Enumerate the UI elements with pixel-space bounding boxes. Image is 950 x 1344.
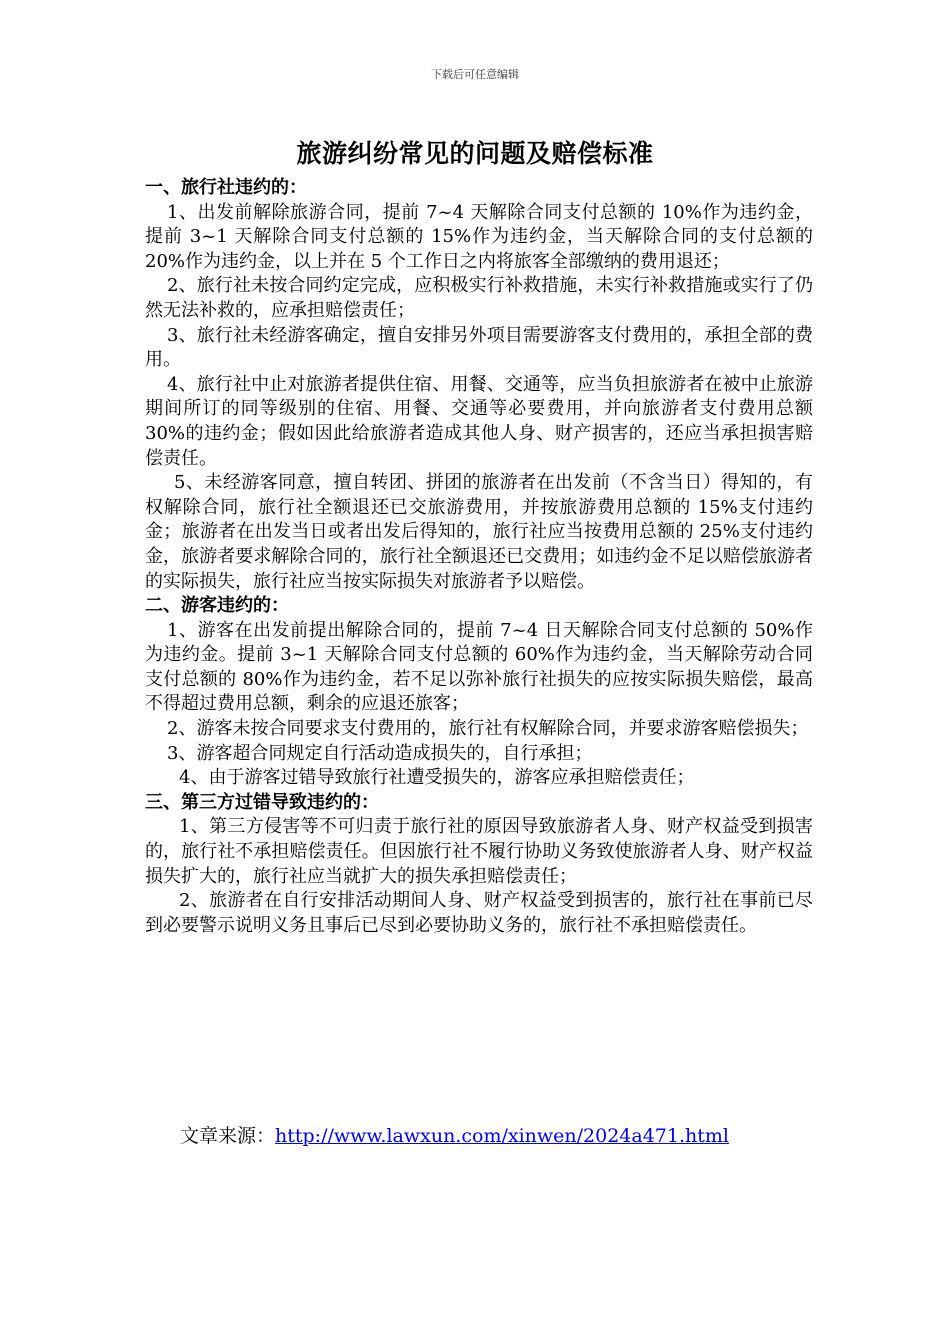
section-1-item-2: 2、旅行社未按合同约定完成，应积极实行补救措施，未实行补救措施或实行了仍然无法补救的，应承担赔偿责任； xyxy=(145,275,813,321)
section-heading-1: 一、旅行社违约的： xyxy=(145,177,307,198)
source-link[interactable]: http://www.lawxun.com/xinwen/2024a471.html xyxy=(275,1125,729,1147)
section-2-item-3: 3、游客超合同规定自行活动造成损失的，自行承担； xyxy=(167,742,593,764)
section-heading-2: 二、游客违约的： xyxy=(145,595,289,617)
document-body xyxy=(145,176,813,938)
section-2-item-1: 1、游客在出发前提出解除合同的，提前 7~4 日天解除合同支付总额的 50%作为违约金。提前 3~1 天解除合同支付总额的 60%作为违约金，当天解除劳动合同支付总额的 80%作为违约金，若不足以弥补旅行社损失的应按实际损失赔偿，最高不得超过费用总额，剩余的应退还旅客； xyxy=(145,619,813,715)
section-1-item-3: 3、旅行社未经游客确定，擅自安排另外项目需要游客支付费用的，承担全部的费用。 xyxy=(145,324,813,371)
section-1-item-5: 5、未经游客同意，擅自转团、拼团的旅游者在出发前（不含当日）得知的，有权解除合同，旅行社全额退还已交旅游费用，并按旅游费用总额的 15%支付违约金；旅游者在出发当日或者出发后得知的，旅行社应当按费用总额的 25%支付违约金，旅游者要求解除合同的，旅行社全额退还已交费用；如违约金不足以赔偿旅游者的实际损失，旅行社应当按实际损失对旅游者予以赔偿。 xyxy=(145,472,813,592)
section-3-item-1: 1、第三方侵害等不可归责于旅行社的原因导致旅游者人身、财产权益受到损害的，旅行社不承担赔偿责任。但因旅行社不履行协助义务致使旅游者人身、财产权益损失扩大的，旅行社应当就扩大的损失承担赔偿责任； xyxy=(145,816,813,887)
document-title: 旅游纠纷常见的问题及赔偿标准 xyxy=(296,139,654,168)
source-label: 文章来源： xyxy=(180,1125,276,1147)
section-3-item-2: 2、旅游者在自行安排活动期间人身、财产权益受到损害的，旅行社在事前已尽到必要警示说明义务且事后已尽到必要协助义务的，旅行社不承担赔偿责任。 xyxy=(145,890,813,936)
header-note: 下载后可任意编辑 xyxy=(431,68,519,81)
section-1-item-4: 4、旅行社中止对旅游者提供住宿、用餐、交通等，应当负担旅游者在被中止旅游期间所订的同等级别的住宿、用餐、交通等必要费用，并向旅游者支付费用总额 30%的违约金；假如因此给旅游者造成其他人身、财产损害的，还应当承担损害赔偿责任。 xyxy=(145,373,813,469)
section-1-item-1: 1、出发前解除旅游合同，提前 7~4 天解除合同支付总额的 10%作为违约金，提前 3~1 天解除合同支付总额的 15%作为违约金，当天解除合同的支付总额的 20%作为违约金，以上并在 5 个工作日之内将旅客全部缴纳的费用退还； xyxy=(145,201,813,272)
source-line xyxy=(180,1121,729,1148)
section-2-item-2: 2、游客未按合同要求支付费用的，旅行社有权解除合同，并要求游客赔偿损失； xyxy=(167,718,809,740)
section-2-item-4: 4、由于游客过错导致旅行社遭受损失的，游客应承担赔偿责任； xyxy=(179,767,695,789)
section-heading-3: 三、第三方过错导致违约的： xyxy=(145,791,379,813)
